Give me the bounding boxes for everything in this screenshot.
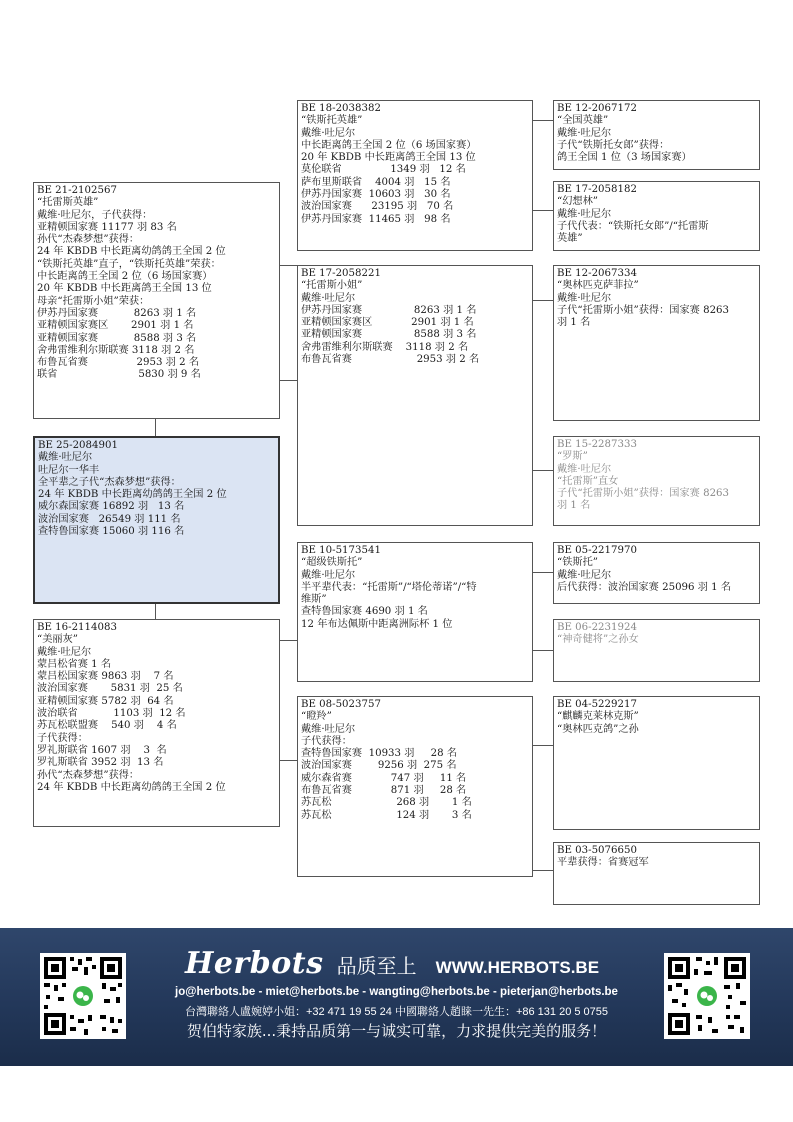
pigeon-info-line-1: “奥林匹克萨菲拉” <box>557 280 639 292</box>
pigeon-info-line: 羽 1 名 <box>557 317 591 329</box>
pedigree-box-sire <box>33 182 280 419</box>
pedigree-box-dsd <box>553 619 760 682</box>
pigeon-info-line: 24 年 KBDB 中长距离幼鸽鸽王全国 2 位 <box>38 489 227 501</box>
pigeon-info-line: 罗礼斯联省 1607 羽 3 名 <box>37 744 167 756</box>
pigeon-info-line: 后代获得：波治国家赛 25096 羽 1 名 <box>557 581 732 593</box>
pedigree-box-sire-dam <box>297 265 533 526</box>
pigeon-info-line: “奥林匹克鸽”之孙 <box>557 723 639 735</box>
ring-number: BE 12-2067334 <box>557 268 637 279</box>
pigeon-info-line-1: “铁斯托” <box>557 557 598 569</box>
connector-dam-dd <box>280 760 297 761</box>
pigeon-info-line: 亚精顿国家赛区 2901 羽 1 名 <box>37 320 194 332</box>
pigeon-info-line-1: “超级铁斯托” <box>301 557 363 569</box>
pigeon-info-line: 舍弗雷维利尔斯联赛 3118 羽 2 名 <box>301 341 469 353</box>
pigeon-info-line: 孙代“杰森梦想”获得： <box>37 769 140 781</box>
pigeon-info-line: 半平辈代表：“托雷斯”/“塔伦蒂诺”/“特 <box>301 581 477 593</box>
website-link[interactable]: WWW.HERBOTS.BE <box>435 958 600 977</box>
pigeon-info-line: 苏瓦松 124 羽 3 名 <box>301 809 472 821</box>
pigeon-info-line: 戴维·吐尼尔 <box>301 127 356 139</box>
pigeon-info-line: 威尔森省赛 747 羽 11 名 <box>301 772 467 784</box>
pigeon-info-line: 苏瓦松联盟赛 540 羽 4 名 <box>37 720 177 732</box>
pigeon-info-line: 20 年 KBDB 中长距离鸽王全国 13 位 <box>37 283 212 295</box>
pedigree-box-sds <box>553 265 760 421</box>
ring-number: BE 25-2084901 <box>38 440 118 451</box>
pigeon-info-line: 亚精顿国家赛 11177 羽 83 名 <box>37 221 177 233</box>
pigeon-info-line-1: “罗斯” <box>557 451 588 463</box>
ring-number: BE 08-5023757 <box>301 699 381 710</box>
pigeon-info-line: 萨布里斯联省 4004 羽 15 名 <box>301 176 451 188</box>
ring-number: BE 17-2058182 <box>557 184 637 195</box>
pigeon-info-line: 鸽王全国 1 位（3 场国家赛） <box>557 152 692 164</box>
connector-ss-sss <box>533 120 553 121</box>
pigeon-info-line: 亚精顿国家赛 5782 羽 64 名 <box>37 695 174 707</box>
pigeon-info-line: 罗礼斯联省 3952 羽 13 名 <box>37 757 164 769</box>
pigeon-info-line: 戴维·吐尼尔 <box>301 723 356 735</box>
pigeon-info-line-1: “瞪羚” <box>301 711 332 723</box>
pigeon-info-line: 布鲁瓦省赛 2953 羽 2 名 <box>37 357 200 369</box>
pigeon-info-line: 中长距离鸽王全国 2 位（6 场国家赛） <box>301 139 477 151</box>
pigeon-info-line: 维斯” <box>301 594 327 606</box>
pigeon-info-line-1: 平辈获得：省赛冠军 <box>557 857 649 869</box>
pedigree-box-ddd <box>553 842 760 905</box>
pigeon-info-line: 子代“托雷斯小姐”获得：国家赛 8263 <box>557 488 730 500</box>
pigeon-info-line-1: “托雷斯小姐” <box>301 280 363 292</box>
pigeon-info-line: 联省 5830 羽 9 名 <box>37 369 201 381</box>
connector-ss-ssd <box>533 210 553 211</box>
pigeon-info-line: 子代代表：“铁斯托女郎”/“托雷斯 <box>557 220 709 232</box>
connector-sire-subject <box>155 419 156 436</box>
pigeon-info-line: 伊苏丹国家赛 8263 羽 1 名 <box>301 304 477 316</box>
pigeon-info-line: “铁斯托英雄”直子，“铁斯托英雄”荣获： <box>37 258 221 270</box>
ring-number: BE 05-2217970 <box>557 545 637 556</box>
pigeon-info-line-1: “幻想林” <box>557 196 598 208</box>
pigeon-info-line: 亚精顿国家赛区 2901 羽 1 名 <box>301 317 474 329</box>
connector-dam-ds <box>280 640 297 641</box>
pigeon-info-line: 24 年 KBDB 中长距离幼鸽鸽王全国 2 位 <box>37 246 226 258</box>
pigeon-info-line: 英雄” <box>557 233 583 245</box>
pigeon-info-line: 20 年 KBDB 中长距离鸽王全国 13 位 <box>301 152 476 164</box>
pigeon-info-line: 亚精顿国家赛 8588 羽 3 名 <box>37 332 197 344</box>
pedigree-box-sire-sire <box>297 100 533 251</box>
pigeon-info-line: 母亲“托雷斯小姐”荣获： <box>37 295 150 307</box>
pigeon-info-line: 12 年布达佩斯中距离洲际杯 1 位 <box>301 618 453 630</box>
footer-contacts: 台灣聯絡人盧婉婷小姐：+32 471 19 55 24 中國聯絡人趙睐一先生：+86 131 20 5 0755 <box>184 1006 609 1018</box>
pigeon-info-line: 子代获得： <box>301 735 352 747</box>
pedigree-box-ssd <box>553 181 760 251</box>
pigeon-info-line: 24 年 KBDB 中长距离幼鸽鸽王全国 2 位 <box>37 781 226 793</box>
pigeon-info-line: 舍弗雷维利尔斯联赛 3118 羽 2 名 <box>37 344 195 356</box>
pigeon-info-line: 波治国家赛 9256 羽 275 名 <box>301 760 457 772</box>
pigeon-info-line: 波治国家赛 26549 羽 111 名 <box>38 513 181 525</box>
pigeon-info-line: 戴维·吐尼尔 <box>557 292 612 304</box>
pigeon-info-line: 戴维·吐尼尔 <box>557 127 612 139</box>
pedigree-box-sss <box>553 100 760 170</box>
pigeon-info-line: “托雷斯”直女 <box>557 475 619 487</box>
pedigree-box-dss <box>553 542 760 604</box>
herbots-logo: Herbots <box>185 946 324 981</box>
pigeon-info-line: 苏瓦松 268 羽 1 名 <box>301 797 472 809</box>
pigeon-info-line-1: “美丽灰” <box>37 634 78 646</box>
pigeon-info-line: 莫伦联省 1349 羽 12 名 <box>301 164 466 176</box>
pigeon-info-line: 中长距离鸽王全国 2 位（6 场国家赛） <box>37 271 213 283</box>
ring-number: BE 10-5173541 <box>301 545 381 556</box>
ring-number: BE 15-2287333 <box>557 439 637 450</box>
pigeon-info-line: 伊苏丹国家赛 8263 羽 1 名 <box>37 307 197 319</box>
pigeon-info-line: 子代“托雷斯小姐”获得：国家赛 8263 <box>557 304 730 316</box>
pedigree-box-subject <box>33 436 280 604</box>
connector-sire-ss <box>280 265 297 266</box>
ring-number: BE 18-2038382 <box>301 103 381 114</box>
pigeon-info-line: 全平辈之子代“杰森梦想”获得： <box>38 476 181 488</box>
footer-motto: 贺伯特家族...秉持品质第一与诚实可靠，力求提供完美的服务！ <box>186 1022 607 1040</box>
pigeon-info-line: 布鲁瓦省赛 2953 羽 2 名 <box>301 354 480 366</box>
pedigree-box-dds <box>553 696 760 830</box>
ring-number: BE 16-2114083 <box>37 622 117 633</box>
pedigree-box-dam-sire <box>297 542 533 682</box>
pigeon-info-line-1: “麒麟克莱林克斯” <box>557 711 639 723</box>
connector-ds-dsd <box>533 650 553 651</box>
pigeon-info-line: 戴维·吐尼尔 <box>557 569 612 581</box>
pigeon-info-line: 威尔森国家赛 16892 羽 13 名 <box>38 501 185 513</box>
pigeon-info-line: 查特鲁国家赛 15060 羽 116 名 <box>38 526 185 538</box>
pigeon-info-line: 蒙吕松国家赛 9863 羽 7 名 <box>37 671 174 683</box>
pigeon-info-line: 吐尼尔一华丰 <box>38 464 100 476</box>
ring-number: BE 04-5229217 <box>557 699 637 710</box>
pigeon-info-line: 波治国家赛 5831 羽 25 名 <box>37 683 183 695</box>
ring-number: BE 21-2102567 <box>37 185 117 196</box>
connector-sire-sd <box>280 380 297 381</box>
pigeon-info-line: 子代获得： <box>37 732 88 744</box>
pigeon-info-line: 孙代“杰森梦想”获得： <box>37 234 140 246</box>
connector-dd-ddd <box>533 870 553 871</box>
pigeon-info-line-1: “神奇健将”之孙女 <box>557 634 639 646</box>
pedigree-box-dam-dam <box>297 696 533 877</box>
pigeon-info-line: 子代“铁斯托女郎”获得： <box>557 139 670 151</box>
pigeon-info-line: 戴维·吐尼尔 <box>301 569 356 581</box>
ring-number: BE 03-5076650 <box>557 845 637 856</box>
pigeon-info-line: 戴维·吐尼尔，子代获得： <box>37 209 153 221</box>
pigeon-info-line: 布鲁瓦省赛 871 羽 28 名 <box>301 785 467 797</box>
pigeon-info-line: 戴维·吐尼尔 <box>557 463 612 475</box>
brand-slogan: 品质至上 <box>336 954 417 978</box>
pigeon-info-line: 羽 1 名 <box>557 500 591 512</box>
ring-number: BE 12-2067172 <box>557 103 637 114</box>
pigeon-info-line: 伊苏丹国家赛 11465 羽 98 名 <box>301 213 451 225</box>
ring-number: BE 17-2058221 <box>301 268 381 279</box>
connector-dd-dds <box>533 745 553 746</box>
pigeon-info-line-1: 戴维·吐尼尔 <box>38 452 93 464</box>
pigeon-info-line: 戴维·吐尼尔 <box>301 292 356 304</box>
connector-ds-dss <box>533 572 553 573</box>
pedigree-box-dam <box>33 619 280 827</box>
footer-brand-row <box>185 946 625 981</box>
pigeon-info-line-1: “铁斯托英雄” <box>301 115 363 127</box>
pigeon-info-line: 波治联省 1103 羽 12 名 <box>37 708 186 720</box>
pigeon-info-line: 蒙吕松省赛 1 名 <box>37 658 112 670</box>
pigeon-info-line: 查特鲁国家赛 4690 羽 1 名 <box>301 606 428 618</box>
pigeon-info-line-1: “全国英雄” <box>557 115 609 127</box>
connector-sd-sds <box>533 300 553 301</box>
pigeon-info-line: 戴维·吐尼尔 <box>557 208 612 220</box>
connector-sd-sdd <box>533 470 553 471</box>
pigeon-info-line: 波治国家赛 23195 羽 70 名 <box>301 201 454 213</box>
pigeon-info-line-1: “托雷斯英雄” <box>37 197 99 209</box>
ring-number: BE 06-2231924 <box>557 622 637 633</box>
pedigree-box-sdd <box>553 436 760 526</box>
pigeon-info-line: 查特鲁国家赛 10933 羽 28 名 <box>301 748 458 760</box>
pigeon-info-line: 亚精顿国家赛 8588 羽 3 名 <box>301 329 477 341</box>
footer-emails[interactable]: jo@herbots.be - miet@herbots.be - wangting@herbots.be - pieterjan@herbots.be <box>175 986 618 998</box>
pigeon-info-line: 戴维·吐尼尔 <box>37 646 92 658</box>
connector-subject-dam <box>155 604 156 619</box>
pigeon-info-line: 伊苏丹国家赛 10603 羽 30 名 <box>301 189 451 201</box>
